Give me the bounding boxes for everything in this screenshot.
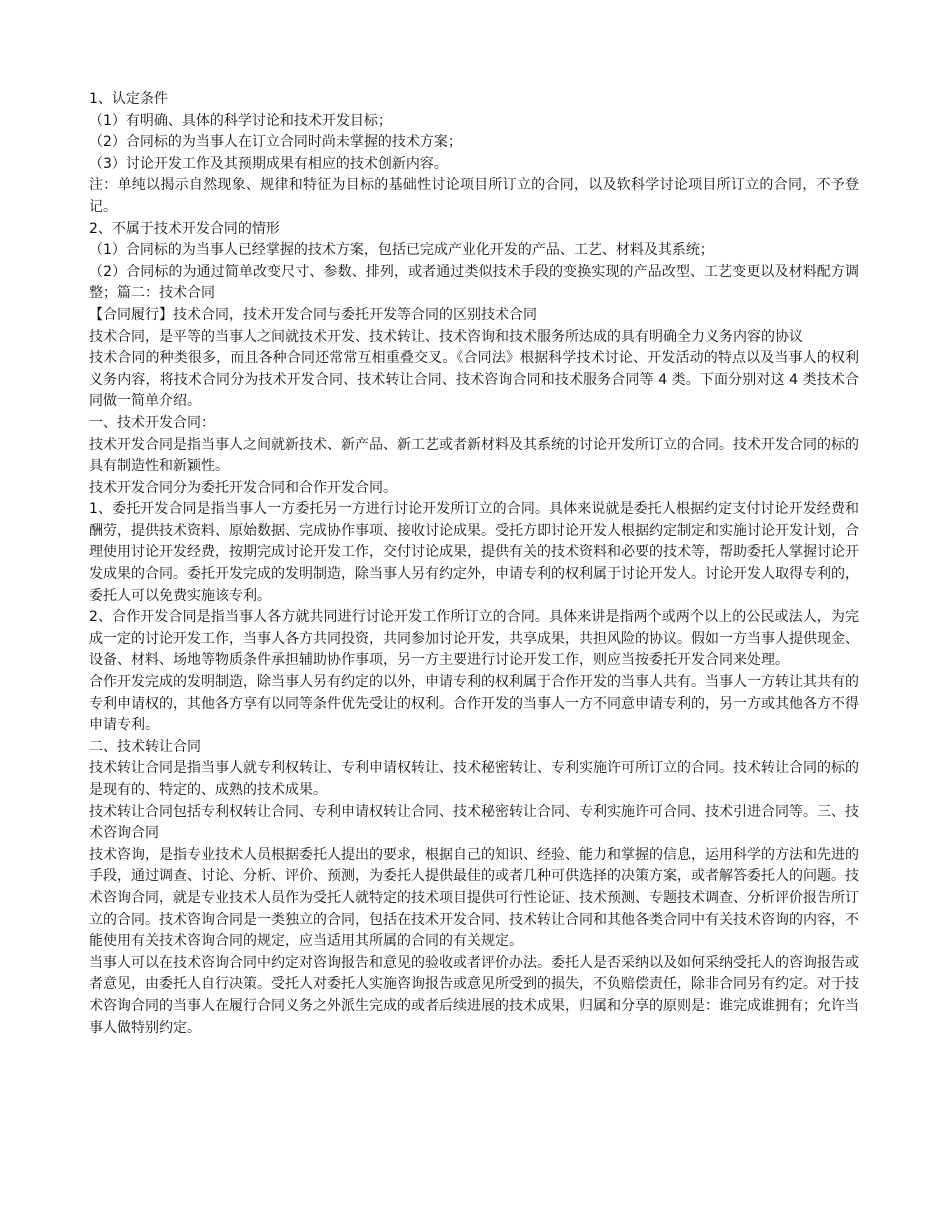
paragraph: 技术合同的种类很多，而且各种合同还常常互相重叠交叉。《合同法》根据科学技术讨论、开发活动的特点以及当事人的权利义务内容，将技术合同分为技术开发合同、技术转让合同、技术咨询合同和技术服务合同等 4 类。下面分别对这 4 类技术合同做一简单介绍。	[89, 350, 859, 410]
paragraph: 注：单纯以揭示自然现象、规律和特征为目标的基础性讨论项目所订立的合同，以及软科学讨论项目所订立的合同，不予登记。	[89, 177, 859, 215]
paragraph: 技术开发合同分为委托开发合同和合作开发合同。	[89, 479, 397, 496]
paragraph: 二、技术转让合同	[89, 738, 201, 755]
paragraph: 2、合作开发合同是指当事人各方就共同进行讨论开发工作所订立的合同。具体来讲是指两个或两个以上的公民或法人，为完成一定的讨论开发工作，当事人各方共同投资，共同参加讨论开发，共享成果，共担风险的协议。假如一方当事人提供现金、设备、材料、场地等物质条件承担辅助协作事项，另一方主要进行讨论开发工作，则应当按委托开发合同来处理。	[89, 609, 859, 669]
document-body	[89, 89, 859, 1039]
paragraph: 1、委托开发合同是指当事人一方委托另一方进行讨论开发所订立的合同。具体来说就是委托人根据约定支付讨论开发经费和酬劳，提供技术资料、原始数据、完成协作事项、接收讨论成果。受托方即讨论开发人根据约定制定和实施讨论开发计划，合理使用讨论开发经费，按期完成讨论开发工作，交付讨论成果，提供有关的技术资料和必要的技术等，帮助委托人掌握讨论开发成果的合同。委托开发完成的发明制造，除当事人另有约定外，申请专利的权利属于讨论开发人。讨论开发人取得专利的，委托人可以免费实施该专利。	[89, 501, 859, 604]
paragraph: 技术转让合同是指当事人就专利权转让、专利申请权转让、技术秘密转让、专利实施许可所订立的合同。技术转让合同的标的是现有的、特定的、成熟的技术成果。	[89, 760, 859, 798]
paragraph: （1）有明确、具体的科学讨论和技术开发目标；	[89, 112, 392, 129]
paragraph: 合作开发完成的发明制造，除当事人另有约定的以外，申请专利的权利属于合作开发的当事人共有。当事人一方转让其共有的专利申请权的，其他各方享有以同等条件优先受让的权利。合作开发的当事人一方不同意申请专利的，另一方或其他各方不得申请专利。	[89, 674, 859, 734]
paragraph: 技术咨询，是指专业技术人员根据委托人提出的要求，根据自己的知识、经验、能力和掌握的信息，运用科学的方法和先进的手段，通过调查、讨论、分析、评价、预测，为委托人提供最佳的或者几种可供选择的决策方案，或者解答委托人的问题。技术咨询合同，就是专业技术人员作为受托人就特定的技术项目提供可行性论证、技术预测、专题技术调查、分析评价报告所订立的合同。技术咨询合同是一类独立的合同，包括在技术开发合同、技术转让合同和其他各类合同中有关技术咨询的内容，不能使用有关技术咨询合同的规定，应当适用其所属的合同的有关规定。	[89, 846, 859, 950]
paragraph: 技术开发合同是指当事人之间就新技术、新产品、新工艺或者新材料及其系统的讨论开发所订立的合同。技术开发合同的标的具有制造性和新颖性。	[89, 436, 859, 475]
paragraph: 2、不属于技术开发合同的情形	[89, 220, 280, 237]
paragraph: 【合同履行】技术合同，技术开发合同与委托开发等合同的区别技术合同	[89, 306, 537, 323]
paragraph: （1）合同标的为当事人已经掌握的技术方案，包括已完成产业化开发的产品、工艺、材料及其系统；	[89, 242, 714, 259]
paragraph: 1、认定条件	[89, 91, 168, 107]
paragraph: 一、技术开发合同：	[89, 414, 215, 431]
paragraph: （2）合同标的为当事人在订立合同时尚未掌握的技术方案；	[89, 134, 462, 151]
paragraph: （2）合同标的为通过简单改变尺寸、参数、排列，或者通过类似技术手段的变换实现的产品改型、工艺变更以及材料配方调整；篇二：技术合同	[89, 263, 859, 302]
paragraph: 当事人可以在技术咨询合同中约定对咨询报告和意见的验收或者评价办法。委托人是否采纳以及如何采纳受托人的咨询报告或者意见，由委托人自行决策。受托人对委托人实施咨询报告或意见所受到的损失，不负赔偿责任，除非合同另有约定。对于技术咨询合同的当事人在履行合同义务之外派生完成的或者后续进展的技术成果，归属和分享的原则是：谁完成谁拥有；允许当事人做特别约定。	[89, 954, 859, 1036]
paragraph: 技术合同，是平等的当事人之间就技术开发、技术转让、技术咨询和技术服务所达成的具有明确全力义务内容的协议	[89, 328, 803, 345]
paragraph: 技术转让合同包括专利权转让合同、专利申请权转让合同、技术秘密转让合同、专利实施许可合同、技术引进合同等。三、技术咨询合同	[89, 803, 859, 842]
paragraph: （3）讨论开发工作及其预期成果有相应的技术创新内容。	[89, 155, 448, 172]
